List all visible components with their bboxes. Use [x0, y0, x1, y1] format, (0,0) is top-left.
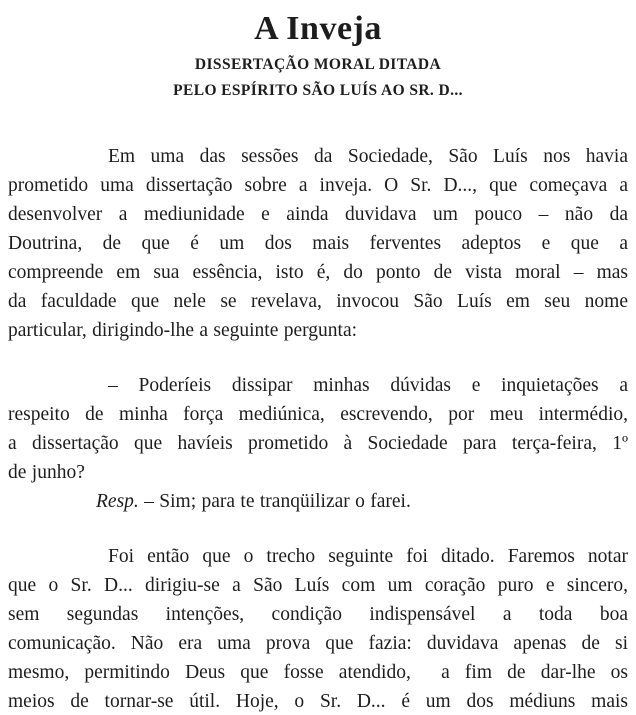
paragraph-note [8, 542, 628, 715]
text-line: comunicação. Não era uma prova que fazia: duvidava apenas de si [8, 633, 628, 654]
text-line: a dissertação que havíeis prometido à Sociedade para terça-feira, 1º [8, 433, 628, 454]
text-line: meios de tornar-se útil. Hoje, o Sr. D... é um dos médiuns mais [8, 691, 628, 712]
text-line: de junho? [8, 462, 85, 483]
text-line: respeito de minha força mediúnica, escrevendo, por meu intermédio, [8, 404, 628, 425]
page-title: A Inveja [254, 10, 382, 47]
page-subtitle-line2: PELO ESPÍRITO SÃO LUÍS AO SR. D... [173, 82, 463, 99]
document-body [8, 142, 628, 715]
text-line: Doutrina, de que é um dos mais ferventes adeptos e que a [8, 233, 628, 254]
paragraph-question [8, 371, 628, 487]
page-header [0, 0, 636, 104]
paragraph-intro [8, 142, 628, 345]
text-line: desenvolver a mediunidade e ainda duvidava um pouco – não da [8, 204, 628, 225]
paragraph-response [8, 487, 628, 516]
text-line: compreende em sua essência, isto é, do ponto de vista moral – mas [8, 262, 628, 283]
text-line: que o Sr. D... dirigiu-se a São Luís com um coração puro e sincero, [8, 575, 628, 596]
text-line: – Poderíeis dissipar minhas dúvidas e inquietações a [108, 375, 628, 396]
page-subtitle-line1: DISSERTAÇÃO MORAL DITADA [194, 56, 442, 73]
text-line: sem segundas intenções, condição indispensável a toda boa [8, 604, 628, 625]
text-line: mesmo, permitindo Deus que fosse atendido, a fim de dar-lhe os [8, 662, 628, 683]
text-line: da faculdade que nele se revelava, invocou São Luís em seu nome [8, 291, 628, 312]
text-line: prometido uma dissertação sobre a inveja. O Sr. D..., que começava a [8, 175, 628, 196]
text-line: Em uma das sessões da Sociedade, São Luís nos havia [108, 146, 628, 167]
text-line: Resp. – Sim; para te tranqüilizar o farei. [96, 491, 411, 512]
text-line: particular, dirigindo-lhe a seguinte pergunta: [8, 320, 358, 341]
response-label: Resp. [96, 491, 139, 512]
text-line: Foi então que o trecho seguinte foi ditado. Faremos notar [108, 546, 628, 567]
